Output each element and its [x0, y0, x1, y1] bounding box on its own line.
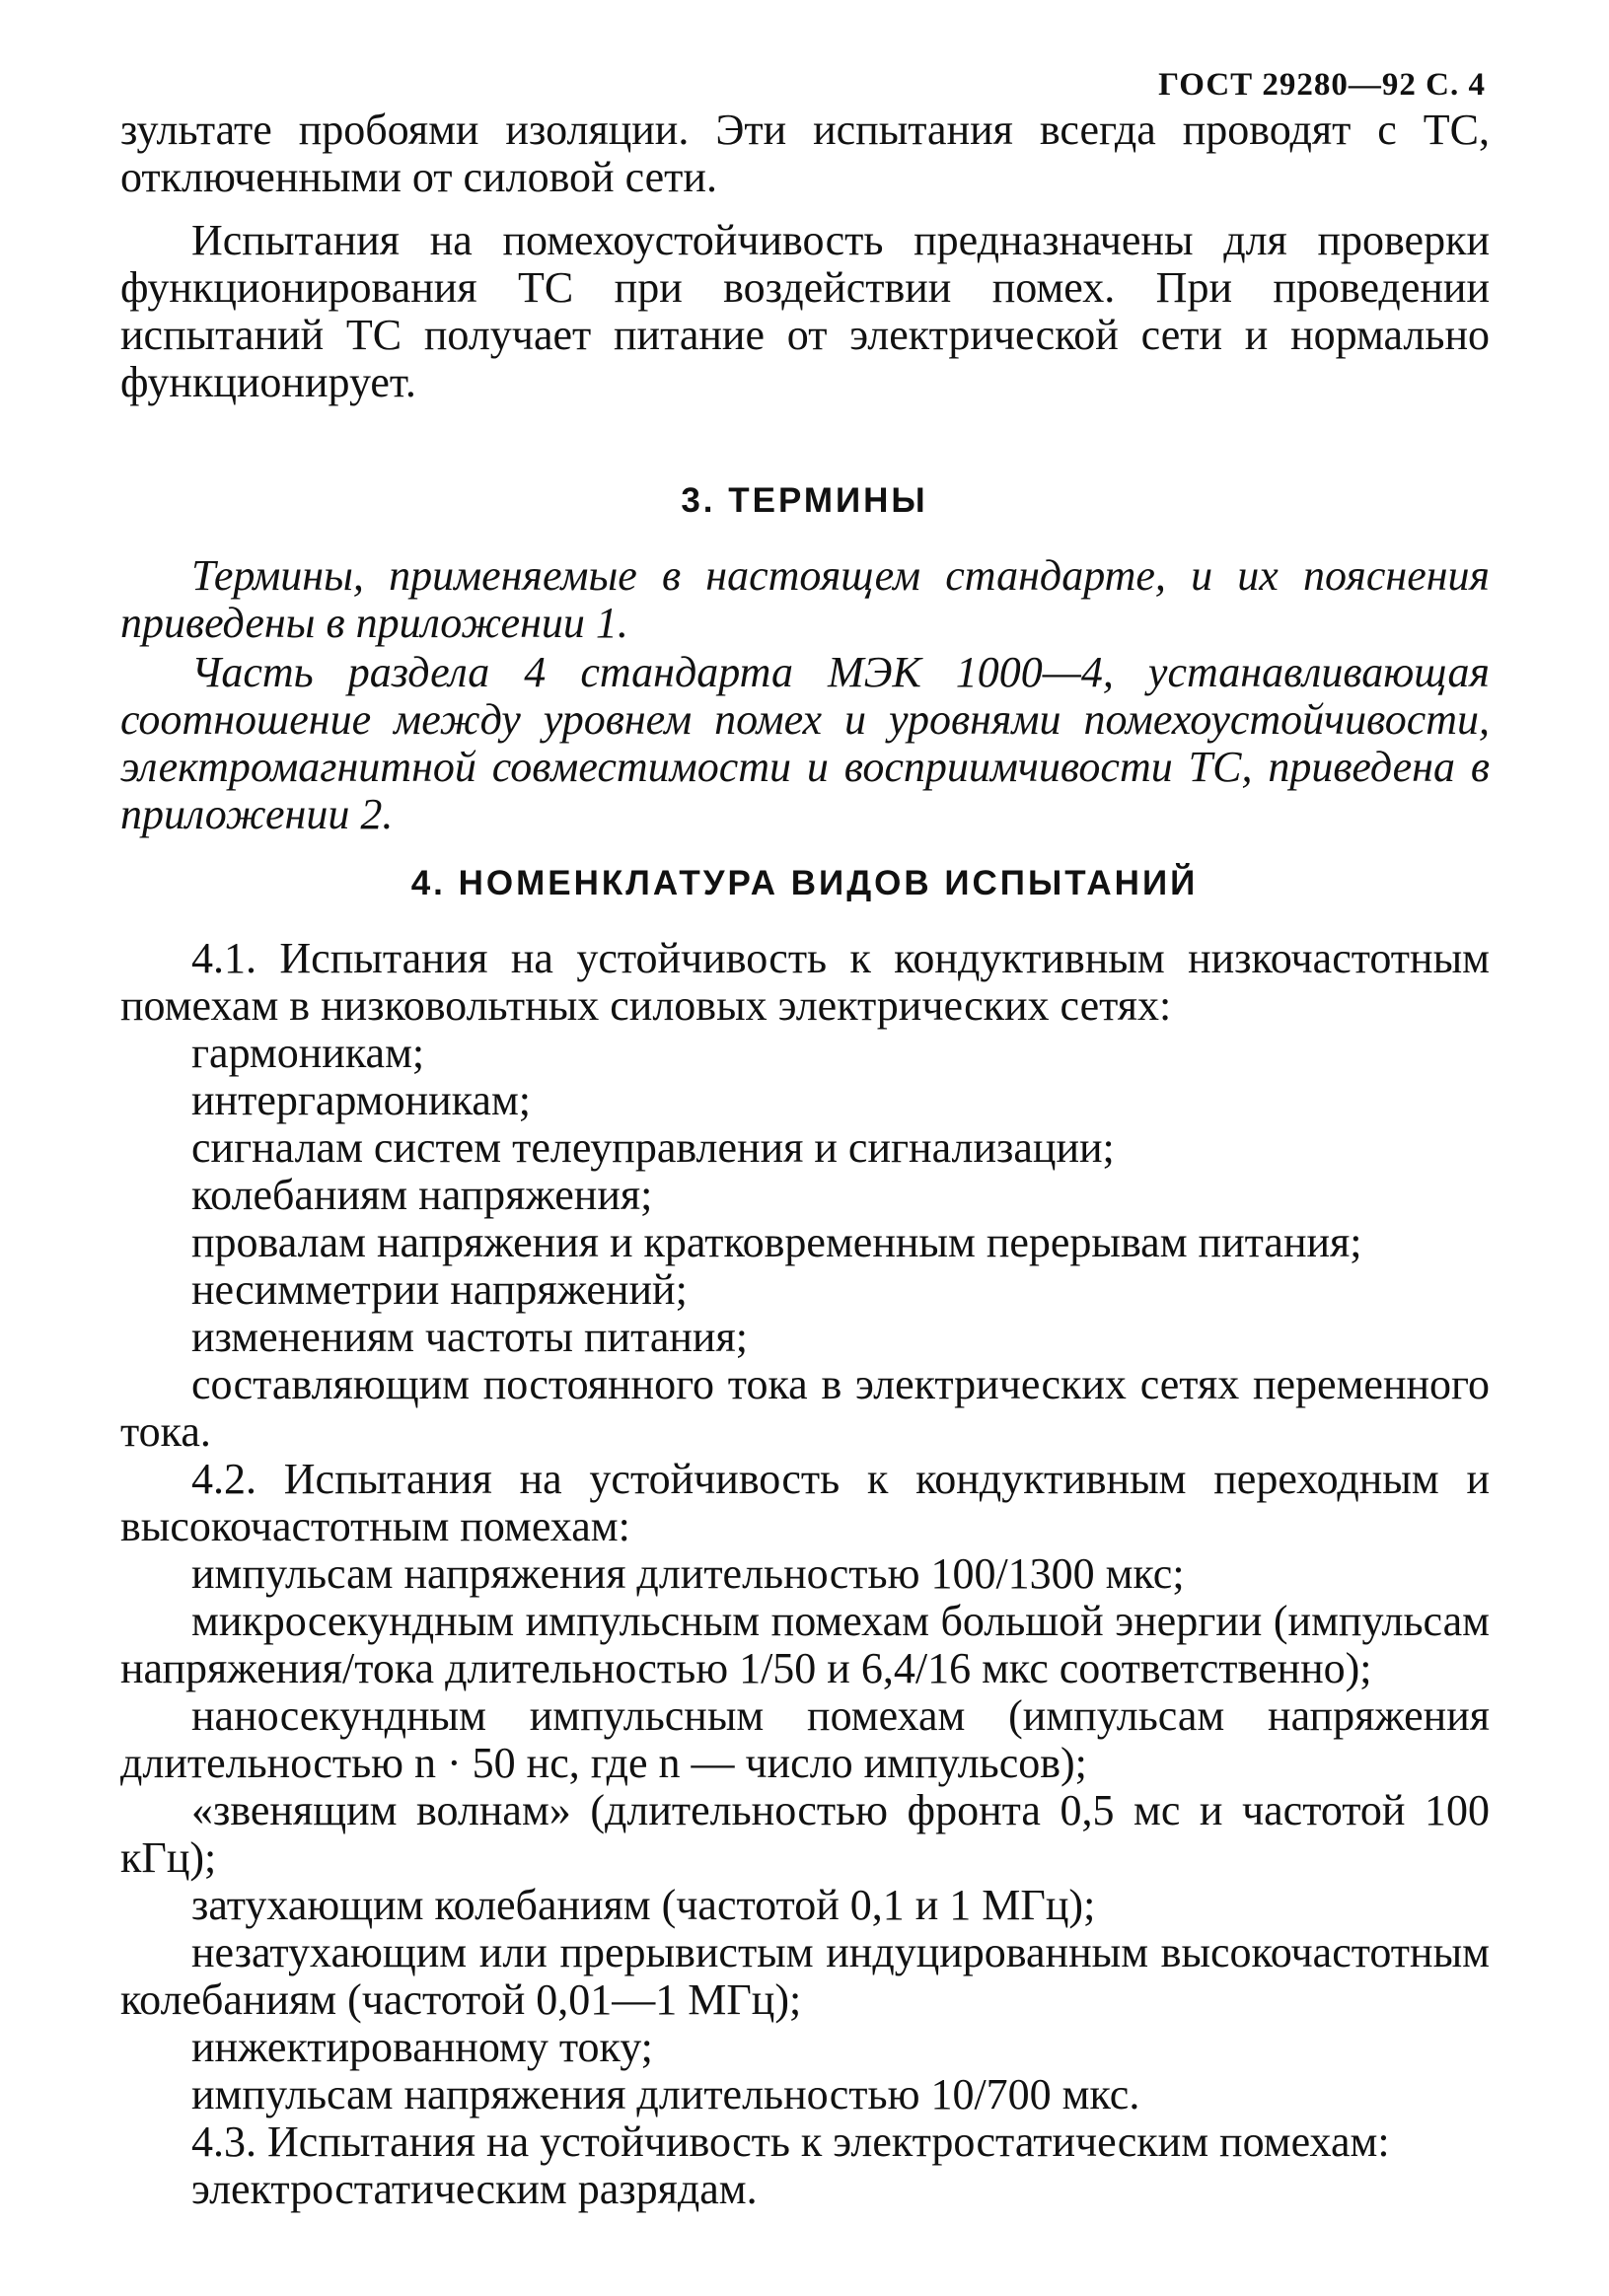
list-item: микросекундным импульсным помехам большой энергии (импульсам напряжения/тока длительностью 1/50 и 6,4/16 мкс соответственно);: [120, 1597, 1490, 1692]
list-item: импульсам напряжения длительностью 10/700 мкс.: [191, 2070, 1140, 2118]
section-3-paragraph-1: Термины, применяемые в настоящем стандарте, и их пояснения приведены в приложении 1.: [120, 551, 1490, 647]
section-4-title: 4. НОМЕНКЛАТУРА ВИДОВ ИСПЫТАНИЙ: [410, 864, 1199, 902]
section-3-body: [120, 552, 1490, 838]
list-item: гармоникам;: [191, 1029, 425, 1077]
section-3-title: 3. ТЕРМИНЫ: [681, 481, 928, 520]
list-item: «звенящим волнам» (длительностью фронта 0,5 мс и частотой 100 кГц);: [120, 1786, 1490, 1882]
intro-paragraph-2: Испытания на помехоустойчивость предназначены для проверки функционирования ТС при воздействии помех. При проведении испытаний ТС получает питание от электрической сети и нормально функционирует.: [120, 216, 1490, 406]
intro-block: [120, 107, 1490, 406]
list-item: изменениям частоты питания;: [191, 1313, 748, 1361]
list-item: незатухающим или прерывистым индуцированным высокочастотным колебаниям (частотой 0,01—1 МГц);: [120, 1928, 1490, 2024]
list-item: импульсам напряжения длительностью 100/1300 мкс;: [191, 1549, 1185, 1598]
list-item: сигналам систем телеуправления и сигнализации;: [191, 1123, 1115, 1172]
clause-4-3: 4.3. Испытания на устойчивость к электростатическим помехам:: [191, 2117, 1390, 2166]
list-item: интергармоникам;: [191, 1076, 532, 1124]
clause-4-2: 4.2. Испытания на устойчивость к кондуктивным переходным и высокочастотным помехам:: [120, 1455, 1490, 1550]
list-item: электростатическим разрядам.: [191, 2165, 758, 2213]
section-4-body: [120, 935, 1490, 2213]
section-3-paragraph-2: Часть раздела 4 стандарта МЭК 1000—4, устанавливающая соотношение между уровнем помех и уровнями помехоустойчивости, электромагнитной совместимости и восприимчивости ТС, приведена в приложении 2.: [120, 648, 1490, 838]
clause-4-1: 4.1. Испытания на устойчивость к кондуктивным низкочастотным помехам в низковольтных силовых электрических сетях:: [120, 934, 1490, 1030]
list-item: составляющим постоянного тока в электрических сетях переменного тока.: [120, 1360, 1490, 1456]
list-item: наносекундным импульсным помехам (импульсам напряжения длительностью n · 50 нс, где n — число импульсов);: [120, 1691, 1490, 1787]
page-header: ГОСТ 29280—92 С. 4: [1158, 67, 1486, 103]
list-item: несимметрии напряжений;: [191, 1265, 688, 1314]
list-item: колебаниям напряжения;: [191, 1171, 653, 1219]
intro-paragraph-1: зультате пробоями изоляции. Эти испытания всегда проводят с ТС, отключенными от силовой сети.: [120, 106, 1490, 201]
list-item: инжектированному току;: [191, 2023, 653, 2071]
list-item: провалам напряжения и кратковременным перерывам питания;: [191, 1218, 1362, 1266]
list-item: затухающим колебаниям (частотой 0,1 и 1 МГц);: [191, 1881, 1096, 1929]
